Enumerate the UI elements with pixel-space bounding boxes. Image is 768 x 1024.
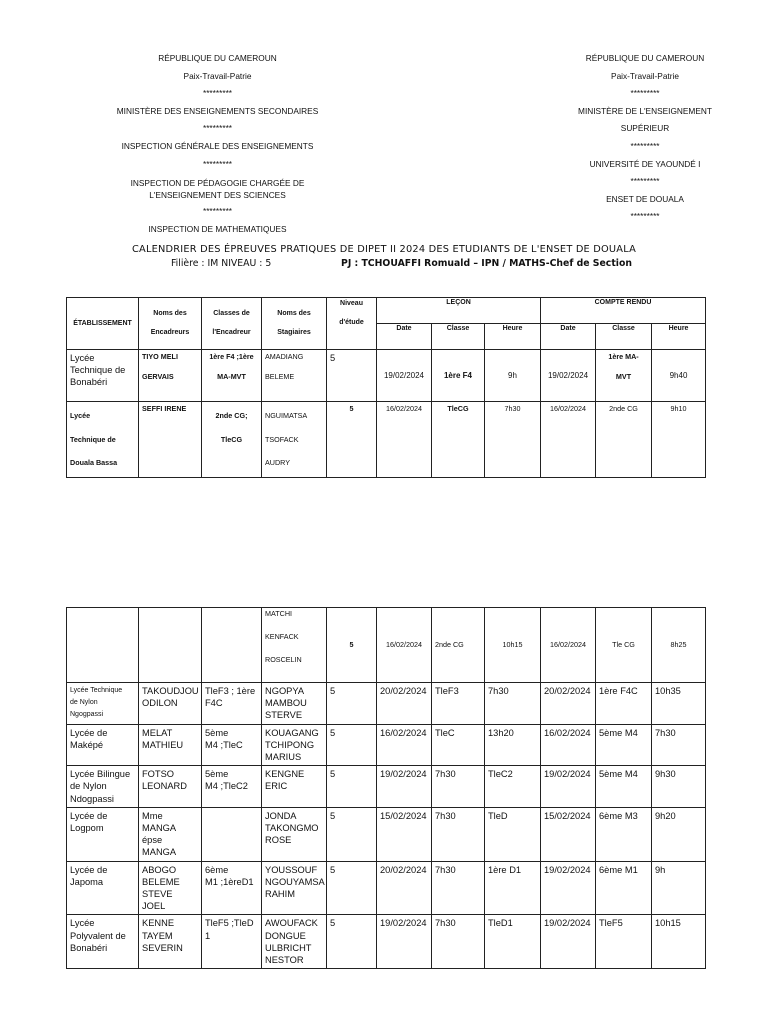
cell-classes: 5ème M4 ;TleC2	[202, 766, 262, 808]
cell-cr-classe: 2nde CG	[596, 402, 652, 478]
cell-encadreur: SEFFI IRENE	[139, 402, 202, 478]
cell-etablissement: Lycée de Maképé	[67, 724, 139, 766]
cell-classes	[202, 608, 262, 683]
cell-classes: 6ème M1 ;1èreD1	[202, 861, 262, 915]
table-row	[67, 402, 706, 478]
cell-etablissement: Lycée Bilingue de Nylon Ndogpassi	[67, 766, 139, 808]
header-cr-heure: Heure	[652, 324, 706, 350]
cell-lecon-heure: TleC2	[485, 766, 541, 808]
cell-lecon-heure: 10h15	[485, 608, 541, 683]
left-separator: *********	[202, 158, 233, 169]
cell-lecon-classe: TleF3	[432, 683, 485, 725]
cell-cr-heure: 9h10	[652, 402, 706, 478]
left-inspection-pedagogy: INSPECTION DE PÉDAGOGIE CHARGÉE DE L'ENSEIGNEMENT DES SCIENCES	[130, 178, 305, 201]
schedule-table-1	[66, 297, 706, 478]
right-separator: *********	[630, 176, 660, 187]
cell-classes: 1ère F4 ;1ère MA-MVT	[202, 350, 262, 402]
cell-etablissement: Lycée Technique de Bonabéri	[67, 350, 139, 402]
right-separator: *********	[630, 140, 660, 151]
cell-lecon-date: 20/02/2024	[377, 683, 432, 725]
cell-cr-heure: 10h15	[652, 915, 706, 969]
left-ministry: MINISTÈRE DES ENSEIGNEMENTS SECONDAIRES	[116, 105, 319, 116]
cell-classes: 5ème M4 ;TleC	[202, 724, 262, 766]
cell-cr-heure: 9h40	[652, 350, 706, 402]
cell-classes	[202, 807, 262, 861]
cell-lecon-classe: 1ère F4	[432, 350, 485, 402]
cell-cr-classe: 6ème M3	[596, 807, 652, 861]
cell-lecon-heure: TleD1	[485, 915, 541, 969]
cell-etablissement: Lycée Technique de Douala Bassa	[67, 402, 139, 478]
cell-lecon-date: 19/02/2024	[377, 915, 432, 969]
header-lecon-classe: Classe	[432, 324, 485, 350]
cell-lecon-date: 20/02/2024	[377, 861, 432, 915]
table-row	[67, 915, 706, 969]
left-separator: *********	[202, 206, 233, 217]
header-encadreurs: Noms des Encadreurs	[139, 298, 202, 350]
cell-etablissement: Lycée de Logpom	[67, 807, 139, 861]
cell-cr-date: 16/02/2024	[541, 402, 596, 478]
table-row	[67, 724, 706, 766]
cell-etablissement: Lycée de Japoma	[67, 861, 139, 915]
cell-encadreur: KENNE TAYEM SEVERIN	[139, 915, 202, 969]
cell-lecon-classe: 7h30	[432, 807, 485, 861]
cell-niveau: 5	[327, 915, 377, 969]
cell-cr-classe: 1ère F4C	[596, 683, 652, 725]
left-inspection-math: INSPECTION DE MATHEMATIQUES	[148, 223, 287, 234]
cell-cr-date: 19/02/2024	[541, 915, 596, 969]
cell-stagiaires: KOUAGANG TCHIPONG MARIUS	[262, 724, 327, 766]
cell-cr-date: 16/02/2024	[541, 608, 596, 683]
header-compte-rendu: COMPTE RENDU	[541, 298, 706, 324]
table-row	[67, 608, 706, 683]
cell-cr-date: 15/02/2024	[541, 807, 596, 861]
cell-lecon-heure: 7h30	[485, 402, 541, 478]
cell-encadreur: MELAT MATHIEU	[139, 724, 202, 766]
cell-niveau: 5	[327, 608, 377, 683]
header-cr-date: Date	[541, 324, 596, 350]
cell-lecon-classe: 2nde CG	[432, 608, 485, 683]
right-motto: Paix-Travail-Patrie	[611, 70, 679, 81]
cell-lecon-date: 19/02/2024	[377, 766, 432, 808]
right-header	[555, 50, 735, 226]
header-classes: Classes de l'Encadreur	[202, 298, 262, 350]
cell-etablissement: Lycée Technique de Nylon Ngogpassi	[67, 683, 139, 725]
cell-stagiaires: AWOUFACK DONGUE ULBRICHT NESTOR	[262, 915, 327, 969]
table-row	[67, 683, 706, 725]
cell-cr-heure: 10h35	[652, 683, 706, 725]
cell-encadreur: ABOGO BELEME STEVE JOEL	[139, 861, 202, 915]
cell-cr-classe: 6ème M1	[596, 861, 652, 915]
cell-niveau: 5	[327, 683, 377, 725]
right-university: UNIVERSITÉ DE YAOUNDÉ I	[589, 158, 701, 169]
cell-encadreur	[139, 608, 202, 683]
schedule-table-2	[66, 607, 706, 969]
cell-lecon-classe: TleC	[432, 724, 485, 766]
cell-encadreur: TAKOUDJOU ODILON	[139, 683, 202, 725]
cell-cr-heure: 9h	[652, 861, 706, 915]
cell-niveau: 5	[327, 350, 377, 402]
cell-cr-classe: TleF5	[596, 915, 652, 969]
cell-lecon-date: 15/02/2024	[377, 807, 432, 861]
right-separator: *********	[630, 211, 660, 222]
document-title: CALENDRIER DES ÉPREUVES PRATIQUES DE DIPET II 2024 DES ETUDIANTS DE L'ENSET DE DOUALA	[132, 244, 636, 255]
left-header	[85, 50, 350, 238]
cell-lecon-heure: 7h30	[485, 683, 541, 725]
cell-niveau: 5	[327, 724, 377, 766]
cell-niveau: 5	[327, 807, 377, 861]
right-ministry: MINISTÈRE DE L'ENSEIGNEMENT SUPÉRIEUR	[578, 105, 712, 134]
table-row	[67, 766, 706, 808]
cell-stagiaires: NGOPYA MAMBOU STERVE	[262, 683, 327, 725]
header-lecon-heure: Heure	[485, 324, 541, 350]
left-separator: *********	[202, 88, 233, 99]
cell-lecon-date: 16/02/2024	[377, 402, 432, 478]
cell-niveau: 5	[327, 402, 377, 478]
cell-cr-heure: 8h25	[652, 608, 706, 683]
cell-lecon-heure: 9h	[485, 350, 541, 402]
cell-stagiaires: MATCHI KENFACK ROSCELIN	[262, 608, 327, 683]
right-country: RÉPUBLIQUE DU CAMEROUN	[585, 53, 705, 63]
cell-lecon-heure: 13h20	[485, 724, 541, 766]
cell-lecon-classe: TleCG	[432, 402, 485, 478]
right-school: ENSET DE DOUALA	[606, 193, 684, 204]
cell-encadreur: FOTSO LEONARD	[139, 766, 202, 808]
table-row	[67, 861, 706, 915]
cell-lecon-date: 16/02/2024	[377, 608, 432, 683]
cell-lecon-classe: 7h30	[432, 915, 485, 969]
cell-cr-classe: 5ème M4	[596, 766, 652, 808]
header-etablissement: ÉTABLISSEMENT	[67, 298, 139, 350]
header-stagiaires: Noms des Stagiaires	[262, 298, 327, 350]
cell-etablissement	[67, 608, 139, 683]
left-separator: *********	[202, 123, 233, 134]
cell-classes: 2nde CG; TleCG	[202, 402, 262, 478]
cell-cr-classe: Tle CG	[596, 608, 652, 683]
cell-cr-date: 20/02/2024	[541, 683, 596, 725]
cell-cr-heure: 9h30	[652, 766, 706, 808]
table-row	[67, 807, 706, 861]
cell-classes: TleF5 ;TleD 1	[202, 915, 262, 969]
cell-lecon-heure: 1ère D1	[485, 861, 541, 915]
cell-stagiaires: JONDA TAKONGMO ROSE	[262, 807, 327, 861]
cell-cr-date: 19/02/2024	[541, 350, 596, 402]
cell-classes: TleF3 ; 1ère F4C	[202, 683, 262, 725]
cell-lecon-date: 19/02/2024	[377, 350, 432, 402]
cell-niveau: 5	[327, 766, 377, 808]
left-motto: Paix-Travail-Patrie	[183, 70, 252, 81]
cell-lecon-date: 16/02/2024	[377, 724, 432, 766]
cell-cr-heure: 9h20	[652, 807, 706, 861]
document-subtitle-supervisor: PJ : TCHOUAFFI Romuald – IPN / MATHS-Chef de Section	[341, 258, 632, 269]
left-country: RÉPUBLIQUE DU CAMEROUN	[158, 53, 277, 63]
cell-niveau: 5	[327, 861, 377, 915]
cell-stagiaires: KENGNE ERIC	[262, 766, 327, 808]
left-inspection-general: INSPECTION GÉNÉRALE DES ENSEIGNEMENTS	[121, 140, 314, 151]
document-subtitle-program: Filière : IM NIVEAU : 5	[171, 258, 272, 269]
cell-lecon-classe: 7h30	[432, 766, 485, 808]
header-lecon-date: Date	[377, 324, 432, 350]
header-lecon: LEÇON	[377, 298, 541, 324]
cell-encadreur: Mme MANGA épse MANGA	[139, 807, 202, 861]
cell-stagiaires: AMADIANG BELEME	[262, 350, 327, 402]
cell-lecon-heure: TleD	[485, 807, 541, 861]
cell-stagiaires: YOUSSOUF NGOUYAMSA RAHIM	[262, 861, 327, 915]
cell-cr-heure: 7h30	[652, 724, 706, 766]
cell-stagiaires: NGUIMATSA TSOFACK AUDRY	[262, 402, 327, 478]
right-separator: *********	[630, 88, 660, 99]
cell-cr-classe: 1ère MA- MVT	[596, 350, 652, 402]
header-niveau: Niveau d'étude	[327, 298, 377, 350]
cell-cr-classe: 5ème M4	[596, 724, 652, 766]
cell-cr-date: 19/02/2024	[541, 766, 596, 808]
cell-cr-date: 16/02/2024	[541, 724, 596, 766]
header-cr-classe: Classe	[596, 324, 652, 350]
cell-cr-date: 19/02/2024	[541, 861, 596, 915]
table-row	[67, 350, 706, 402]
cell-lecon-classe: 7h30	[432, 861, 485, 915]
cell-etablissement: Lycée Polyvalent de Bonabéri	[67, 915, 139, 969]
cell-encadreur: TIYO MELI GERVAIS	[139, 350, 202, 402]
